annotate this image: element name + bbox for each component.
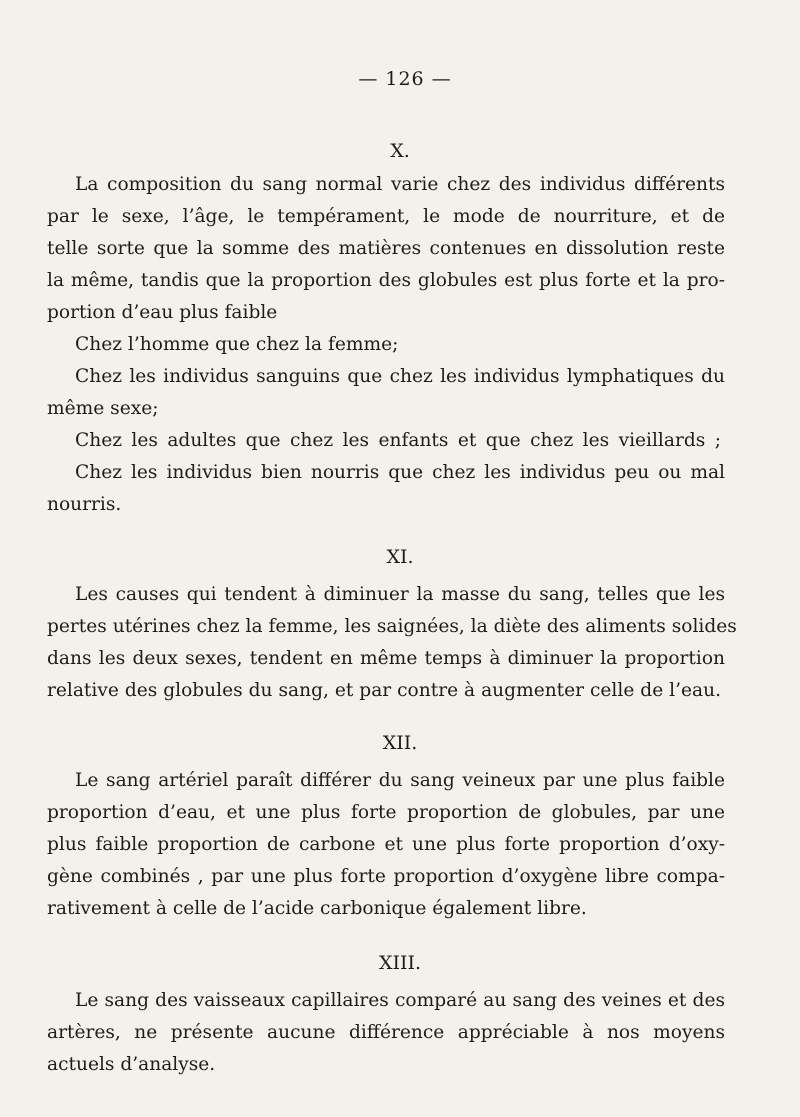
section-heading-x: X. [390, 140, 410, 162]
paragraph-line: Chez l’homme que chez la femme; [75, 334, 399, 355]
paragraph-line: gène combinés , par une plus forte proportion d’oxygène libre compa- [47, 866, 725, 887]
paragraph-line: portion d’eau plus faible [47, 302, 278, 323]
section-heading-xii: XII. [382, 732, 418, 754]
paragraph-line: la même, tandis que la proportion des globules est plus forte et la pro- [47, 270, 725, 291]
paragraph-line: Le sang artériel paraît différer du sang veineux par une plus faible [75, 770, 725, 791]
paragraph-line: artères, ne présente aucune différence appréciable à nos moyens [47, 1022, 725, 1043]
paragraph-line: rativement à celle de l’acide carbonique également libre. [47, 898, 587, 919]
paragraph-line: actuels d’analyse. [47, 1054, 216, 1075]
paragraph-line: nourris. [47, 494, 122, 515]
page-number: — 126 — [358, 68, 452, 90]
paragraph-line: Le sang des vaisseaux capillaires comparé au sang des veines et des [75, 990, 725, 1011]
paragraph-line: même sexe; [47, 398, 159, 419]
paragraph-line: dans les deux sexes, tendent en même temps à diminuer la proportion [47, 648, 725, 669]
paragraph-line: Chez les individus bien nourris que chez les individus peu ou mal [75, 462, 725, 483]
paragraph-line: Chez les individus sanguins que chez les individus lymphatiques du [75, 366, 725, 387]
paragraph-line: proportion d’eau, et une plus forte proportion de globules, par une [47, 802, 725, 823]
paragraph-line: pertes utérines chez la femme, les saignées, la diète des aliments solides [47, 616, 737, 637]
paragraph-line: relative des globules du sang, et par contre à augmenter celle de l’eau. [47, 680, 721, 701]
paragraph-line: Les causes qui tendent à diminuer la masse du sang, telles que les [75, 584, 725, 605]
section-heading-xiii: XIII. [378, 952, 422, 974]
paragraph-line: telle sorte que la somme des matières contenues en dissolution reste [47, 238, 725, 259]
paragraph-line: plus faible proportion de carbone et une plus forte proportion d’oxy- [47, 834, 725, 855]
paragraph-line: par le sexe, l’âge, le tempérament, le mode de nourriture, et de [47, 206, 725, 227]
section-heading-xi: XI. [386, 546, 414, 568]
paragraph-line: Chez les adultes que chez les enfants et que chez les vieillards ; [75, 430, 721, 451]
paragraph-line: La composition du sang normal varie chez des individus différents [75, 174, 725, 195]
